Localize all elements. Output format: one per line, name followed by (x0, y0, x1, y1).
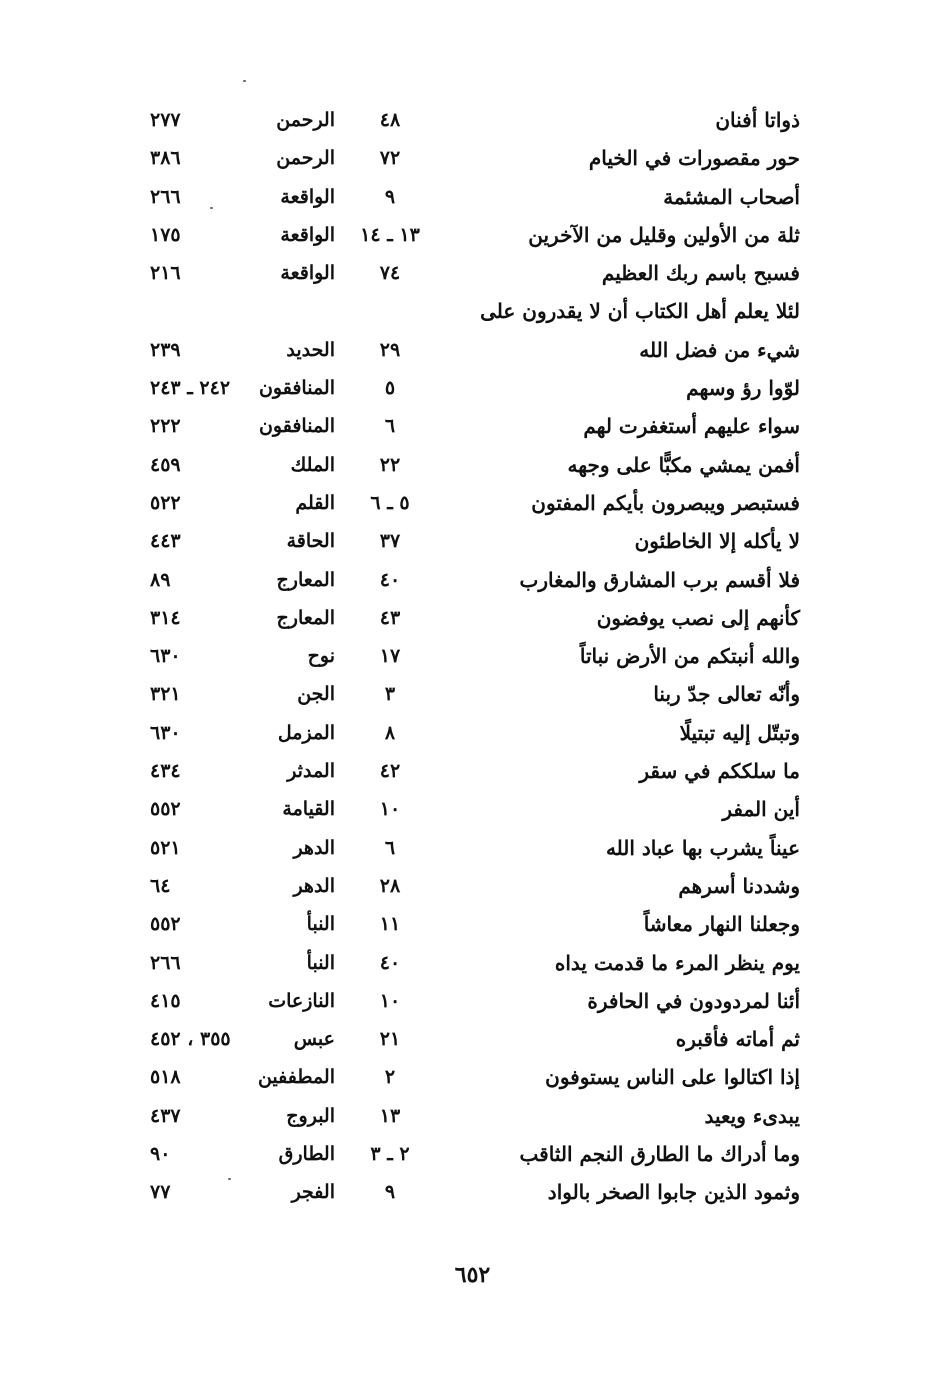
page-reference: ٣١٤ (150, 606, 181, 629)
surah-name: القيامة (282, 798, 335, 821)
surah-name: الدهر (293, 836, 335, 859)
page-reference: ٢٣٩ (150, 338, 181, 361)
index-row (150, 790, 800, 828)
surah-name: الواقعة (280, 262, 335, 285)
surah-name: الواقعة (280, 185, 335, 208)
surah-name: النبأ (306, 951, 335, 974)
ayah-number: ٥ (384, 377, 396, 400)
page-reference: ٦٣٠ (150, 721, 181, 744)
index-row (150, 905, 800, 943)
ayah-number: ١٠ (379, 989, 401, 1012)
index-row (150, 714, 800, 752)
page-reference: ١٧٥ (150, 223, 181, 246)
index-row (150, 369, 800, 407)
ayah-number: ١٧ (379, 645, 401, 668)
verse-text: وشددنا أسرهم (678, 873, 800, 898)
surah-name: الحاقة (286, 530, 335, 553)
scan-speck (228, 1178, 231, 1180)
surah-name: البروج (286, 1104, 335, 1127)
verse-text: عيناً يشرب بها عباد الله (605, 835, 800, 860)
index-row (150, 982, 800, 1020)
page-reference: ٢٧٧ (150, 109, 181, 131)
page-reference: ٤٥٩ (150, 453, 181, 476)
verse-text: ثم أماته فأقبره (675, 1027, 800, 1052)
index-row (150, 178, 800, 216)
verse-text: فستبصر ويبصرون بأيكم المفتون (531, 490, 800, 515)
page-reference: ٤٣٧ (150, 1104, 181, 1127)
verse-text: فلا أقسم برب المشارق والمغارب (519, 567, 800, 592)
ayah-number: ٦ (384, 836, 396, 859)
verse-text: وأنّه تعالى جدّ ربنا (653, 682, 800, 707)
surah-name: الرحمن (276, 109, 335, 131)
surah-name: القلم (295, 491, 335, 514)
ayah-number: ٣ (384, 683, 396, 706)
surah-name: عبس (293, 1028, 335, 1051)
verse-text: إذا اكتالوا على الناس يستوفون (545, 1065, 800, 1090)
verse-text: وما أدراك ما الطارق النجم الثاقب (519, 1142, 800, 1167)
scan-speck (243, 80, 246, 82)
page-number: ٦٥٢ (454, 1262, 491, 1288)
page-reference: ٢٦٦ (150, 185, 181, 208)
page-reference: ٥١٨ (150, 1066, 181, 1089)
index-row (150, 1020, 800, 1058)
index-row (150, 1097, 800, 1135)
surah-name: الملك (290, 453, 335, 476)
ayah-number: ٩ (384, 1181, 396, 1204)
ayah-number: ١١ (379, 913, 401, 936)
page-reference: ٢٤٢ ـ ٢٤٣ (150, 377, 231, 400)
verse-text: وتبتّل إليه تبتيلًا (679, 720, 800, 745)
index-row (150, 1058, 800, 1096)
verse-text: كأنهم إلى نصب يوفضون (596, 605, 800, 630)
page-reference: ٦٤ (150, 874, 171, 897)
index-row (150, 292, 800, 369)
ayah-number: ٢٨ (379, 874, 401, 897)
verse-text: وثمود الذين جابوا الصخر بالواد (547, 1180, 800, 1205)
ayah-number: ٩ (384, 185, 396, 208)
surah-name: نوح (307, 645, 335, 668)
ayah-number: ١٣ ـ ١٤ (360, 223, 420, 246)
page-reference: ٩٠ (150, 1143, 171, 1166)
index-row (150, 599, 800, 637)
index-row (150, 216, 800, 254)
page-reference: ٣٥٥ ، ٤٥٢ (150, 1028, 231, 1051)
ayah-number: ٢ (384, 1066, 396, 1089)
ayah-number: ٢ ـ ٣ (370, 1143, 410, 1166)
surah-name: النازعات (268, 989, 335, 1012)
verse-text: يوم ينظر المرء ما قدمت يداه (554, 950, 800, 975)
verse-text: لا يأكله إلا الخاطئون (634, 529, 800, 554)
index-row (150, 561, 800, 599)
verse-index-table (150, 101, 800, 1212)
ayah-number: ٤٢ (379, 760, 401, 783)
index-row (150, 675, 800, 713)
index-row (150, 522, 800, 560)
verse-text: أين المفر (722, 797, 800, 822)
surah-name: الواقعة (280, 223, 335, 246)
page-reference: ٢١٦ (150, 262, 181, 285)
index-row (150, 101, 800, 139)
ayah-number: ٤٠ (379, 568, 401, 591)
surah-name: الرحمن (276, 147, 335, 170)
index-row (150, 446, 800, 484)
surah-name: المنافقون (258, 415, 335, 438)
page-reference: ٦٣٠ (150, 645, 181, 668)
surah-name: المنافقون (258, 377, 335, 400)
surah-name: الطارق (278, 1143, 335, 1166)
verse-text: ثلة من الأولين وقليل من الآخرين (528, 222, 800, 247)
ayah-number: ٧٢ (379, 147, 401, 170)
page-reference: ٤٣٤ (150, 760, 181, 783)
surah-name: الحديد (286, 338, 335, 361)
index-row (150, 139, 800, 177)
verse-text: أصحاب المشئمة (663, 184, 800, 209)
verse-text: حور مقصورات في الخيام (588, 146, 800, 171)
verse-text: ما سلككم في سقر (639, 759, 800, 784)
index-row (150, 867, 800, 905)
verse-text: سواء عليهم أستغفرت لهم (583, 414, 800, 439)
index-row (150, 752, 800, 790)
surah-name: الدهر (293, 874, 335, 897)
verse-text: أفمن يمشي مكبًّا على وجهه (567, 452, 800, 477)
surah-name: المطففين (257, 1066, 335, 1089)
page-reference: ٧٧ (150, 1181, 171, 1204)
ayah-number: ٤٨ (379, 109, 401, 131)
page-reference: ٢٦٦ (150, 951, 181, 974)
ayah-number: ٢١ (379, 1028, 401, 1051)
ayah-number: ٤٣ (379, 606, 401, 629)
index-row (150, 637, 800, 675)
index-row (150, 1135, 800, 1173)
page-reference: ٤٤٣ (150, 530, 181, 553)
index-row (150, 1173, 800, 1211)
surah-name: المعارج (276, 606, 335, 629)
ayah-number: ٨ (384, 721, 396, 744)
page-reference: ٣٨٦ (150, 147, 181, 170)
page-reference: ٥٢٢ (150, 491, 181, 514)
verse-text: وجعلنا النهار معاشاً (643, 912, 800, 937)
ayah-number: ٥ ـ ٦ (370, 491, 410, 514)
surah-name: المعارج (276, 568, 335, 591)
verse-text: لوّوا رؤ وسهم (686, 376, 800, 401)
ayah-number: ٧٤ (379, 262, 401, 285)
verse-text: ذواتا أفنان (715, 108, 800, 132)
index-row (150, 944, 800, 982)
ayah-number: ٣٧ (379, 530, 401, 553)
page-reference: ٤١٥ (150, 989, 181, 1012)
ayah-number: ٢٩ (379, 338, 401, 361)
surah-name: المزمل (277, 721, 335, 744)
surah-name: الجن (297, 683, 335, 706)
page-reference: ٥٢١ (150, 836, 181, 859)
index-row (150, 484, 800, 522)
surah-name: النبأ (306, 913, 335, 936)
verse-text: لئلا يعلم أهل الكتاب أن لا يقدرون على شيء من فضل الله (480, 299, 800, 362)
page-reference: ٢٢٢ (150, 415, 181, 438)
ayah-number: ٤٠ (379, 951, 401, 974)
verse-text: يبدىء ويعيد (704, 1103, 800, 1128)
ayah-number: ١٣ (379, 1104, 401, 1127)
index-row (150, 407, 800, 445)
verse-text: فسبح باسم ربك العظيم (601, 261, 800, 286)
ayah-number: ١٠ (379, 798, 401, 821)
index-row (150, 254, 800, 292)
page-reference: ٨٩ (150, 568, 171, 591)
scan-speck (210, 207, 213, 209)
ayah-number: ٦ (384, 415, 396, 438)
page-reference: ٣٢١ (150, 683, 181, 706)
verse-text: أئنا لمردودون في الحافرة (587, 988, 800, 1013)
surah-name: الفجر (291, 1181, 335, 1204)
surah-name: المدثر (287, 760, 335, 783)
ayah-number: ٢٢ (379, 453, 401, 476)
page-reference: ٥٥٢ (150, 798, 181, 821)
page-reference: ٥٥٢ (150, 913, 181, 936)
verse-text: والله أنبتكم من الأرض نباتاً (579, 644, 800, 669)
index-row (150, 829, 800, 867)
